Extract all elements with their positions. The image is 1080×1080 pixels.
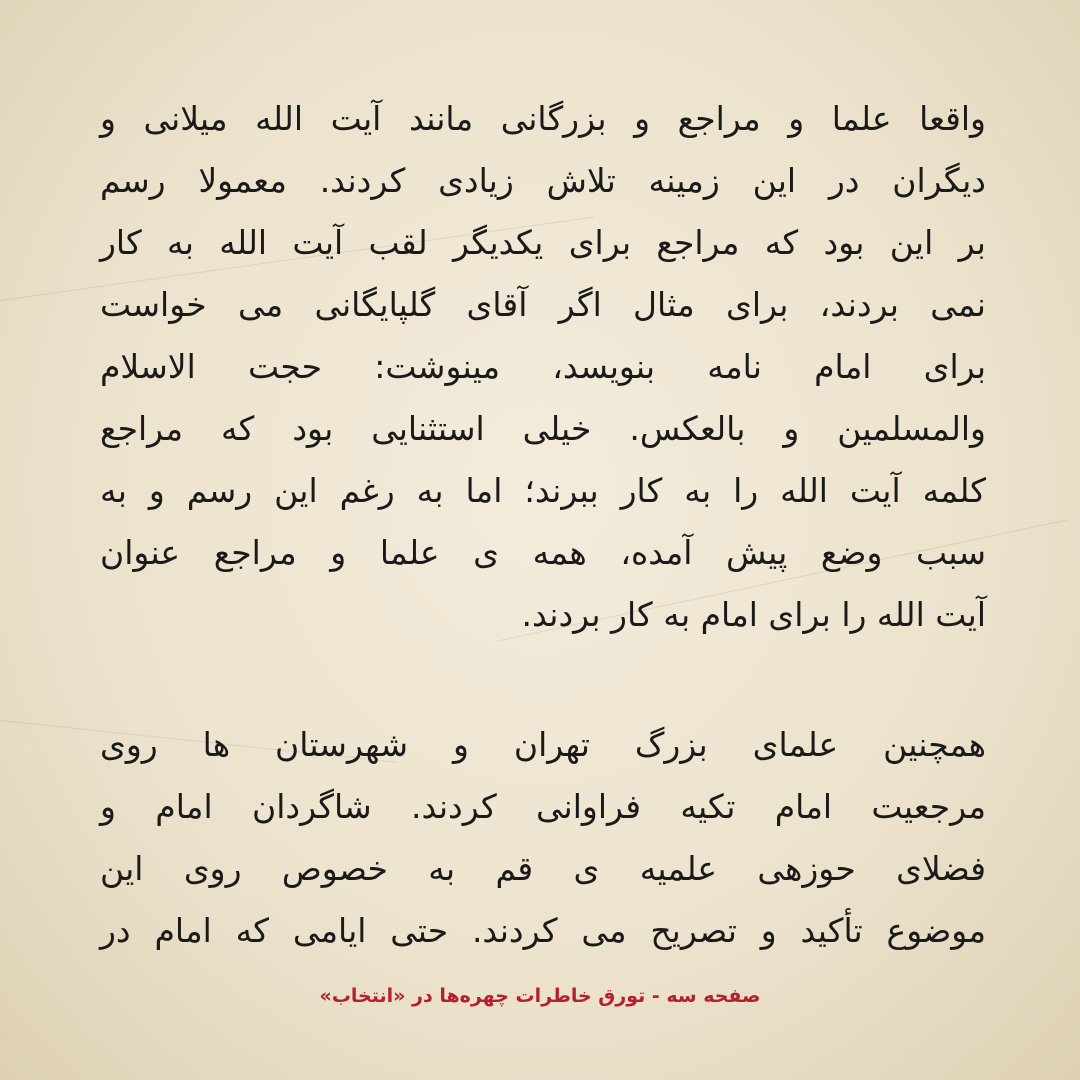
page-footer: صفحه سه - تورق خاطرات چهره‌ها در «انتخاب» — [319, 985, 761, 1007]
text-line: فضلای حوزهی علمیه ی قم به خصوص روی این — [100, 849, 986, 888]
text-line: بر این بود که مراجع برای یکدیگر لقب آیت الله به کار — [100, 223, 986, 262]
text-line: سبب وضع پیش آمده، همه ی علما و مراجع عنوان — [100, 533, 986, 572]
text-line: واقعا علما و مراجع و بزرگانی مانند آیت الله میلانی و — [100, 99, 986, 138]
text-line: آیت الله را برای امام به کار بردند. — [521, 595, 986, 634]
text-line: والمسلمین و بالعکس. خیلی استثنایی بود که مراجع — [100, 409, 986, 448]
article-body — [100, 88, 986, 962]
paragraph-2 — [100, 714, 986, 962]
text-line: کلمه آیت الله را به کار ببرند؛ اما به رغم این رسم و به — [100, 471, 986, 510]
text-line: مرجعیت امام تکیه فراوانی کردند. شاگردان امام و — [100, 787, 986, 826]
text-line: دیگران در این زمینه تلاش زیادی کردند. معمولا رسم — [100, 161, 986, 200]
paragraph-1 — [100, 88, 986, 646]
text-line: برای امام نامه بنویسد، مینوشت: حجت الاسلام — [100, 347, 986, 386]
text-line: نمی بردند، برای مثال اگر آقای گلپایگانی می خواست — [100, 285, 986, 324]
text-line: همچنین علمای بزرگ تهران و شهرستان ها روی — [100, 725, 986, 764]
text-line: موضوع تأکید و تصریح می کردند. حتی ایامی که امام در — [100, 911, 986, 950]
